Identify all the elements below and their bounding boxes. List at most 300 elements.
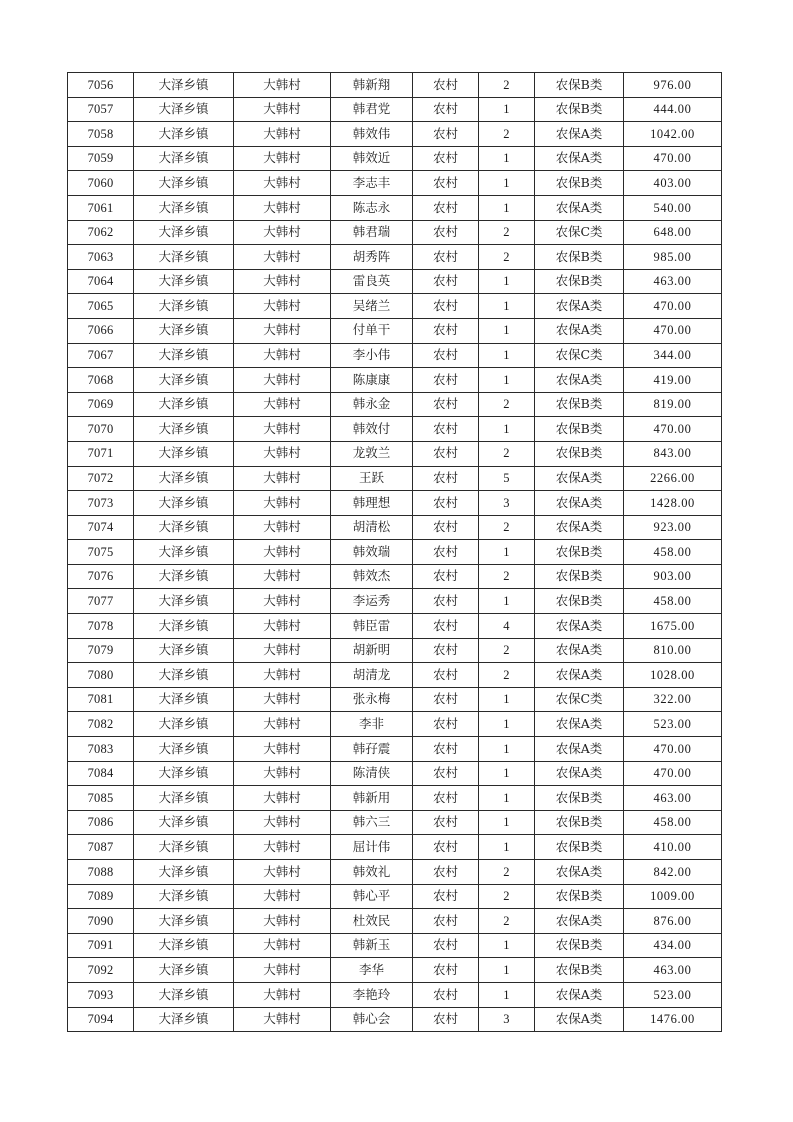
- cell-count: 2: [479, 245, 535, 270]
- cell-amount: 843.00: [624, 441, 722, 466]
- cell-category: 农保B类: [535, 958, 624, 983]
- cell-village: 大韩村: [234, 761, 331, 786]
- cell-category: 农保C类: [535, 343, 624, 368]
- cell-amount: 470.00: [624, 417, 722, 442]
- cell-amount: 470.00: [624, 318, 722, 343]
- cell-village: 大韩村: [234, 737, 331, 762]
- cell-type: 农村: [413, 564, 479, 589]
- cell-village: 大韩村: [234, 687, 331, 712]
- table-row: [68, 737, 722, 762]
- cell-amount: 470.00: [624, 737, 722, 762]
- table-row: [68, 146, 722, 171]
- cell-amount: 876.00: [624, 909, 722, 934]
- cell-type: 农村: [413, 1007, 479, 1032]
- cell-count: 4: [479, 614, 535, 639]
- cell-count: 1: [479, 810, 535, 835]
- cell-village: 大韩村: [234, 564, 331, 589]
- cell-name: 屈计伟: [331, 835, 413, 860]
- cell-type: 农村: [413, 958, 479, 983]
- cell-name: 雷良英: [331, 269, 413, 294]
- cell-village: 大韩村: [234, 368, 331, 393]
- cell-amount: 2266.00: [624, 466, 722, 491]
- cell-amount: 1428.00: [624, 491, 722, 516]
- table-row: [68, 343, 722, 368]
- table-row: [68, 245, 722, 270]
- cell-town: 大泽乡镇: [134, 1007, 234, 1032]
- cell-village: 大韩村: [234, 786, 331, 811]
- cell-town: 大泽乡镇: [134, 392, 234, 417]
- cell-id: 7094: [68, 1007, 134, 1032]
- cell-id: 7079: [68, 638, 134, 663]
- cell-amount: 458.00: [624, 810, 722, 835]
- cell-amount: 1675.00: [624, 614, 722, 639]
- cell-type: 农村: [413, 269, 479, 294]
- cell-village: 大韩村: [234, 97, 331, 122]
- cell-amount: 458.00: [624, 540, 722, 565]
- cell-amount: 419.00: [624, 368, 722, 393]
- cell-category: 农保A类: [535, 146, 624, 171]
- cell-id: 7088: [68, 860, 134, 885]
- cell-town: 大泽乡镇: [134, 663, 234, 688]
- cell-name: 韩臣雷: [331, 614, 413, 639]
- cell-town: 大泽乡镇: [134, 122, 234, 147]
- cell-town: 大泽乡镇: [134, 810, 234, 835]
- cell-village: 大韩村: [234, 638, 331, 663]
- cell-type: 农村: [413, 614, 479, 639]
- cell-type: 农村: [413, 884, 479, 909]
- cell-id: 7074: [68, 515, 134, 540]
- table-row: [68, 909, 722, 934]
- cell-village: 大韩村: [234, 343, 331, 368]
- table-row: [68, 269, 722, 294]
- cell-type: 农村: [413, 146, 479, 171]
- cell-category: 农保B类: [535, 835, 624, 860]
- cell-name: 韩永金: [331, 392, 413, 417]
- cell-count: 2: [479, 515, 535, 540]
- cell-village: 大韩村: [234, 540, 331, 565]
- cell-category: 农保A类: [535, 614, 624, 639]
- cell-village: 大韩村: [234, 466, 331, 491]
- cell-category: 农保A类: [535, 909, 624, 934]
- cell-count: 2: [479, 638, 535, 663]
- cell-count: 1: [479, 786, 535, 811]
- cell-id: 7072: [68, 466, 134, 491]
- cell-id: 7085: [68, 786, 134, 811]
- cell-count: 2: [479, 122, 535, 147]
- cell-amount: 344.00: [624, 343, 722, 368]
- cell-village: 大韩村: [234, 245, 331, 270]
- cell-name: 陈康康: [331, 368, 413, 393]
- cell-village: 大韩村: [234, 933, 331, 958]
- cell-name: 李华: [331, 958, 413, 983]
- cell-id: 7060: [68, 171, 134, 196]
- cell-id: 7090: [68, 909, 134, 934]
- cell-category: 农保C类: [535, 687, 624, 712]
- cell-town: 大泽乡镇: [134, 933, 234, 958]
- cell-type: 农村: [413, 589, 479, 614]
- cell-category: 农保A类: [535, 712, 624, 737]
- cell-amount: 540.00: [624, 195, 722, 220]
- cell-amount: 1009.00: [624, 884, 722, 909]
- table-row: [68, 97, 722, 122]
- cell-category: 农保B类: [535, 786, 624, 811]
- cell-amount: 1476.00: [624, 1007, 722, 1032]
- cell-type: 农村: [413, 392, 479, 417]
- table-row: [68, 220, 722, 245]
- cell-amount: 458.00: [624, 589, 722, 614]
- cell-id: 7083: [68, 737, 134, 762]
- cell-amount: 1028.00: [624, 663, 722, 688]
- cell-amount: 523.00: [624, 712, 722, 737]
- cell-id: 7081: [68, 687, 134, 712]
- cell-count: 2: [479, 860, 535, 885]
- cell-amount: 976.00: [624, 73, 722, 98]
- cell-category: 农保B类: [535, 884, 624, 909]
- cell-category: 农保A类: [535, 318, 624, 343]
- cell-town: 大泽乡镇: [134, 982, 234, 1007]
- cell-count: 1: [479, 712, 535, 737]
- cell-type: 农村: [413, 515, 479, 540]
- cell-town: 大泽乡镇: [134, 884, 234, 909]
- cell-id: 7063: [68, 245, 134, 270]
- cell-name: 韩效近: [331, 146, 413, 171]
- table-row: [68, 933, 722, 958]
- cell-type: 农村: [413, 687, 479, 712]
- cell-category: 农保A类: [535, 294, 624, 319]
- cell-count: 5: [479, 466, 535, 491]
- table-row: [68, 638, 722, 663]
- cell-type: 农村: [413, 97, 479, 122]
- cell-name: 韩心会: [331, 1007, 413, 1032]
- cell-category: 农保A类: [535, 195, 624, 220]
- cell-amount: 1042.00: [624, 122, 722, 147]
- cell-count: 1: [479, 171, 535, 196]
- cell-name: 李小伟: [331, 343, 413, 368]
- cell-id: 7067: [68, 343, 134, 368]
- table-row: [68, 982, 722, 1007]
- cell-id: 7086: [68, 810, 134, 835]
- cell-id: 7089: [68, 884, 134, 909]
- cell-town: 大泽乡镇: [134, 540, 234, 565]
- table-row: [68, 294, 722, 319]
- cell-town: 大泽乡镇: [134, 638, 234, 663]
- cell-id: 7064: [68, 269, 134, 294]
- cell-village: 大韩村: [234, 441, 331, 466]
- cell-type: 农村: [413, 786, 479, 811]
- cell-category: 农保A类: [535, 982, 624, 1007]
- cell-category: 农保B类: [535, 245, 624, 270]
- cell-type: 农村: [413, 368, 479, 393]
- cell-village: 大韩村: [234, 195, 331, 220]
- cell-count: 2: [479, 909, 535, 934]
- cell-amount: 403.00: [624, 171, 722, 196]
- cell-town: 大泽乡镇: [134, 343, 234, 368]
- cell-village: 大韩村: [234, 269, 331, 294]
- cell-category: 农保A类: [535, 663, 624, 688]
- table-row: [68, 761, 722, 786]
- cell-id: 7058: [68, 122, 134, 147]
- cell-town: 大泽乡镇: [134, 589, 234, 614]
- cell-town: 大泽乡镇: [134, 835, 234, 860]
- cell-village: 大韩村: [234, 884, 331, 909]
- cell-village: 大韩村: [234, 1007, 331, 1032]
- table-row: [68, 392, 722, 417]
- cell-town: 大泽乡镇: [134, 564, 234, 589]
- table-row: [68, 171, 722, 196]
- cell-count: 2: [479, 73, 535, 98]
- cell-village: 大韩村: [234, 614, 331, 639]
- cell-village: 大韩村: [234, 663, 331, 688]
- cell-count: 1: [479, 737, 535, 762]
- cell-village: 大韩村: [234, 220, 331, 245]
- cell-count: 1: [479, 687, 535, 712]
- cell-name: 付单干: [331, 318, 413, 343]
- cell-name: 韩新用: [331, 786, 413, 811]
- cell-town: 大泽乡镇: [134, 614, 234, 639]
- cell-amount: 410.00: [624, 835, 722, 860]
- table-row: [68, 540, 722, 565]
- cell-town: 大泽乡镇: [134, 786, 234, 811]
- cell-type: 农村: [413, 933, 479, 958]
- cell-type: 农村: [413, 737, 479, 762]
- cell-id: 7061: [68, 195, 134, 220]
- cell-village: 大韩村: [234, 982, 331, 1007]
- cell-type: 农村: [413, 638, 479, 663]
- cell-name: 李志丰: [331, 171, 413, 196]
- cell-id: 7059: [68, 146, 134, 171]
- cell-village: 大韩村: [234, 958, 331, 983]
- cell-id: 7073: [68, 491, 134, 516]
- table-row: [68, 1007, 722, 1032]
- cell-town: 大泽乡镇: [134, 97, 234, 122]
- cell-category: 农保B类: [535, 171, 624, 196]
- table-row: [68, 687, 722, 712]
- cell-type: 农村: [413, 663, 479, 688]
- cell-village: 大韩村: [234, 417, 331, 442]
- cell-type: 农村: [413, 294, 479, 319]
- cell-town: 大泽乡镇: [134, 294, 234, 319]
- cell-name: 李非: [331, 712, 413, 737]
- cell-amount: 463.00: [624, 786, 722, 811]
- cell-name: 王跃: [331, 466, 413, 491]
- cell-count: 1: [479, 417, 535, 442]
- cell-name: 张永梅: [331, 687, 413, 712]
- cell-type: 农村: [413, 909, 479, 934]
- table-row: [68, 368, 722, 393]
- cell-id: 7093: [68, 982, 134, 1007]
- cell-amount: 842.00: [624, 860, 722, 885]
- cell-type: 农村: [413, 73, 479, 98]
- cell-town: 大泽乡镇: [134, 441, 234, 466]
- cell-amount: 810.00: [624, 638, 722, 663]
- cell-type: 农村: [413, 122, 479, 147]
- cell-count: 1: [479, 294, 535, 319]
- cell-amount: 470.00: [624, 761, 722, 786]
- cell-count: 3: [479, 491, 535, 516]
- table-row: [68, 884, 722, 909]
- cell-town: 大泽乡镇: [134, 269, 234, 294]
- cell-name: 韩理想: [331, 491, 413, 516]
- cell-amount: 470.00: [624, 146, 722, 171]
- cell-category: 农保A类: [535, 638, 624, 663]
- cell-category: 农保B类: [535, 269, 624, 294]
- table-row: [68, 958, 722, 983]
- table-row: [68, 712, 722, 737]
- cell-town: 大泽乡镇: [134, 860, 234, 885]
- cell-name: 李运秀: [331, 589, 413, 614]
- cell-count: 1: [479, 540, 535, 565]
- cell-name: 韩效礼: [331, 860, 413, 885]
- cell-village: 大韩村: [234, 294, 331, 319]
- cell-id: 7066: [68, 318, 134, 343]
- cell-count: 1: [479, 146, 535, 171]
- cell-count: 1: [479, 958, 535, 983]
- cell-count: 1: [479, 835, 535, 860]
- table-row: [68, 663, 722, 688]
- roster-table: [67, 72, 722, 1032]
- cell-amount: 463.00: [624, 269, 722, 294]
- cell-name: 龙敦兰: [331, 441, 413, 466]
- cell-name: 胡秀阵: [331, 245, 413, 270]
- cell-village: 大韩村: [234, 835, 331, 860]
- cell-count: 1: [479, 982, 535, 1007]
- cell-village: 大韩村: [234, 860, 331, 885]
- table-row: [68, 195, 722, 220]
- cell-category: 农保A类: [535, 1007, 624, 1032]
- cell-name: 韩效瑞: [331, 540, 413, 565]
- cell-id: 7082: [68, 712, 134, 737]
- cell-count: 1: [479, 269, 535, 294]
- cell-town: 大泽乡镇: [134, 220, 234, 245]
- cell-amount: 470.00: [624, 294, 722, 319]
- cell-id: 7057: [68, 97, 134, 122]
- table-row: [68, 786, 722, 811]
- cell-type: 农村: [413, 491, 479, 516]
- table-row: [68, 515, 722, 540]
- cell-village: 大韩村: [234, 122, 331, 147]
- cell-category: 农保C类: [535, 220, 624, 245]
- cell-village: 大韩村: [234, 318, 331, 343]
- cell-town: 大泽乡镇: [134, 466, 234, 491]
- cell-amount: 444.00: [624, 97, 722, 122]
- cell-id: 7075: [68, 540, 134, 565]
- table-row: [68, 614, 722, 639]
- cell-village: 大韩村: [234, 909, 331, 934]
- cell-count: 1: [479, 933, 535, 958]
- cell-amount: 985.00: [624, 245, 722, 270]
- table-row: [68, 860, 722, 885]
- cell-amount: 903.00: [624, 564, 722, 589]
- table-row: [68, 589, 722, 614]
- cell-id: 7087: [68, 835, 134, 860]
- table-row: [68, 835, 722, 860]
- cell-name: 韩新玉: [331, 933, 413, 958]
- cell-amount: 463.00: [624, 958, 722, 983]
- cell-category: 农保A类: [535, 737, 624, 762]
- cell-id: 7062: [68, 220, 134, 245]
- cell-count: 1: [479, 589, 535, 614]
- cell-village: 大韩村: [234, 810, 331, 835]
- cell-town: 大泽乡镇: [134, 146, 234, 171]
- cell-type: 农村: [413, 171, 479, 196]
- cell-town: 大泽乡镇: [134, 761, 234, 786]
- cell-type: 农村: [413, 835, 479, 860]
- cell-village: 大韩村: [234, 491, 331, 516]
- cell-id: 7077: [68, 589, 134, 614]
- cell-type: 农村: [413, 245, 479, 270]
- cell-category: 农保B类: [535, 441, 624, 466]
- cell-id: 7076: [68, 564, 134, 589]
- cell-name: 韩孖震: [331, 737, 413, 762]
- cell-name: 韩君瑞: [331, 220, 413, 245]
- table-row: [68, 122, 722, 147]
- cell-category: 农保A类: [535, 761, 624, 786]
- cell-type: 农村: [413, 220, 479, 245]
- cell-name: 杜效民: [331, 909, 413, 934]
- cell-town: 大泽乡镇: [134, 171, 234, 196]
- cell-type: 农村: [413, 712, 479, 737]
- cell-town: 大泽乡镇: [134, 245, 234, 270]
- cell-name: 李艳玲: [331, 982, 413, 1007]
- cell-town: 大泽乡镇: [134, 368, 234, 393]
- cell-name: 韩效付: [331, 417, 413, 442]
- cell-category: 农保B类: [535, 417, 624, 442]
- table-row: [68, 810, 722, 835]
- cell-count: 2: [479, 441, 535, 466]
- cell-town: 大泽乡镇: [134, 737, 234, 762]
- cell-name: 韩效杰: [331, 564, 413, 589]
- cell-category: 农保B类: [535, 589, 624, 614]
- cell-id: 7056: [68, 73, 134, 98]
- cell-town: 大泽乡镇: [134, 417, 234, 442]
- cell-id: 7070: [68, 417, 134, 442]
- cell-id: 7084: [68, 761, 134, 786]
- cell-town: 大泽乡镇: [134, 712, 234, 737]
- cell-town: 大泽乡镇: [134, 318, 234, 343]
- cell-category: 农保A类: [535, 860, 624, 885]
- cell-name: 吴绪兰: [331, 294, 413, 319]
- table-row: [68, 466, 722, 491]
- cell-name: 胡清松: [331, 515, 413, 540]
- cell-count: 1: [479, 97, 535, 122]
- cell-name: 韩六三: [331, 810, 413, 835]
- cell-category: 农保B类: [535, 933, 624, 958]
- cell-id: 7091: [68, 933, 134, 958]
- cell-type: 农村: [413, 417, 479, 442]
- cell-id: 7065: [68, 294, 134, 319]
- cell-type: 农村: [413, 441, 479, 466]
- cell-category: 农保A类: [535, 122, 624, 147]
- cell-category: 农保A类: [535, 515, 624, 540]
- cell-count: 2: [479, 564, 535, 589]
- table-row: [68, 318, 722, 343]
- cell-type: 农村: [413, 761, 479, 786]
- cell-type: 农村: [413, 195, 479, 220]
- cell-id: 7078: [68, 614, 134, 639]
- cell-village: 大韩村: [234, 146, 331, 171]
- cell-count: 2: [479, 392, 535, 417]
- cell-category: 农保A类: [535, 491, 624, 516]
- cell-id: 7080: [68, 663, 134, 688]
- cell-count: 1: [479, 318, 535, 343]
- cell-village: 大韩村: [234, 73, 331, 98]
- table-row: [68, 491, 722, 516]
- cell-category: 农保B类: [535, 97, 624, 122]
- cell-count: 2: [479, 884, 535, 909]
- cell-id: 7068: [68, 368, 134, 393]
- cell-name: 陈志永: [331, 195, 413, 220]
- cell-town: 大泽乡镇: [134, 73, 234, 98]
